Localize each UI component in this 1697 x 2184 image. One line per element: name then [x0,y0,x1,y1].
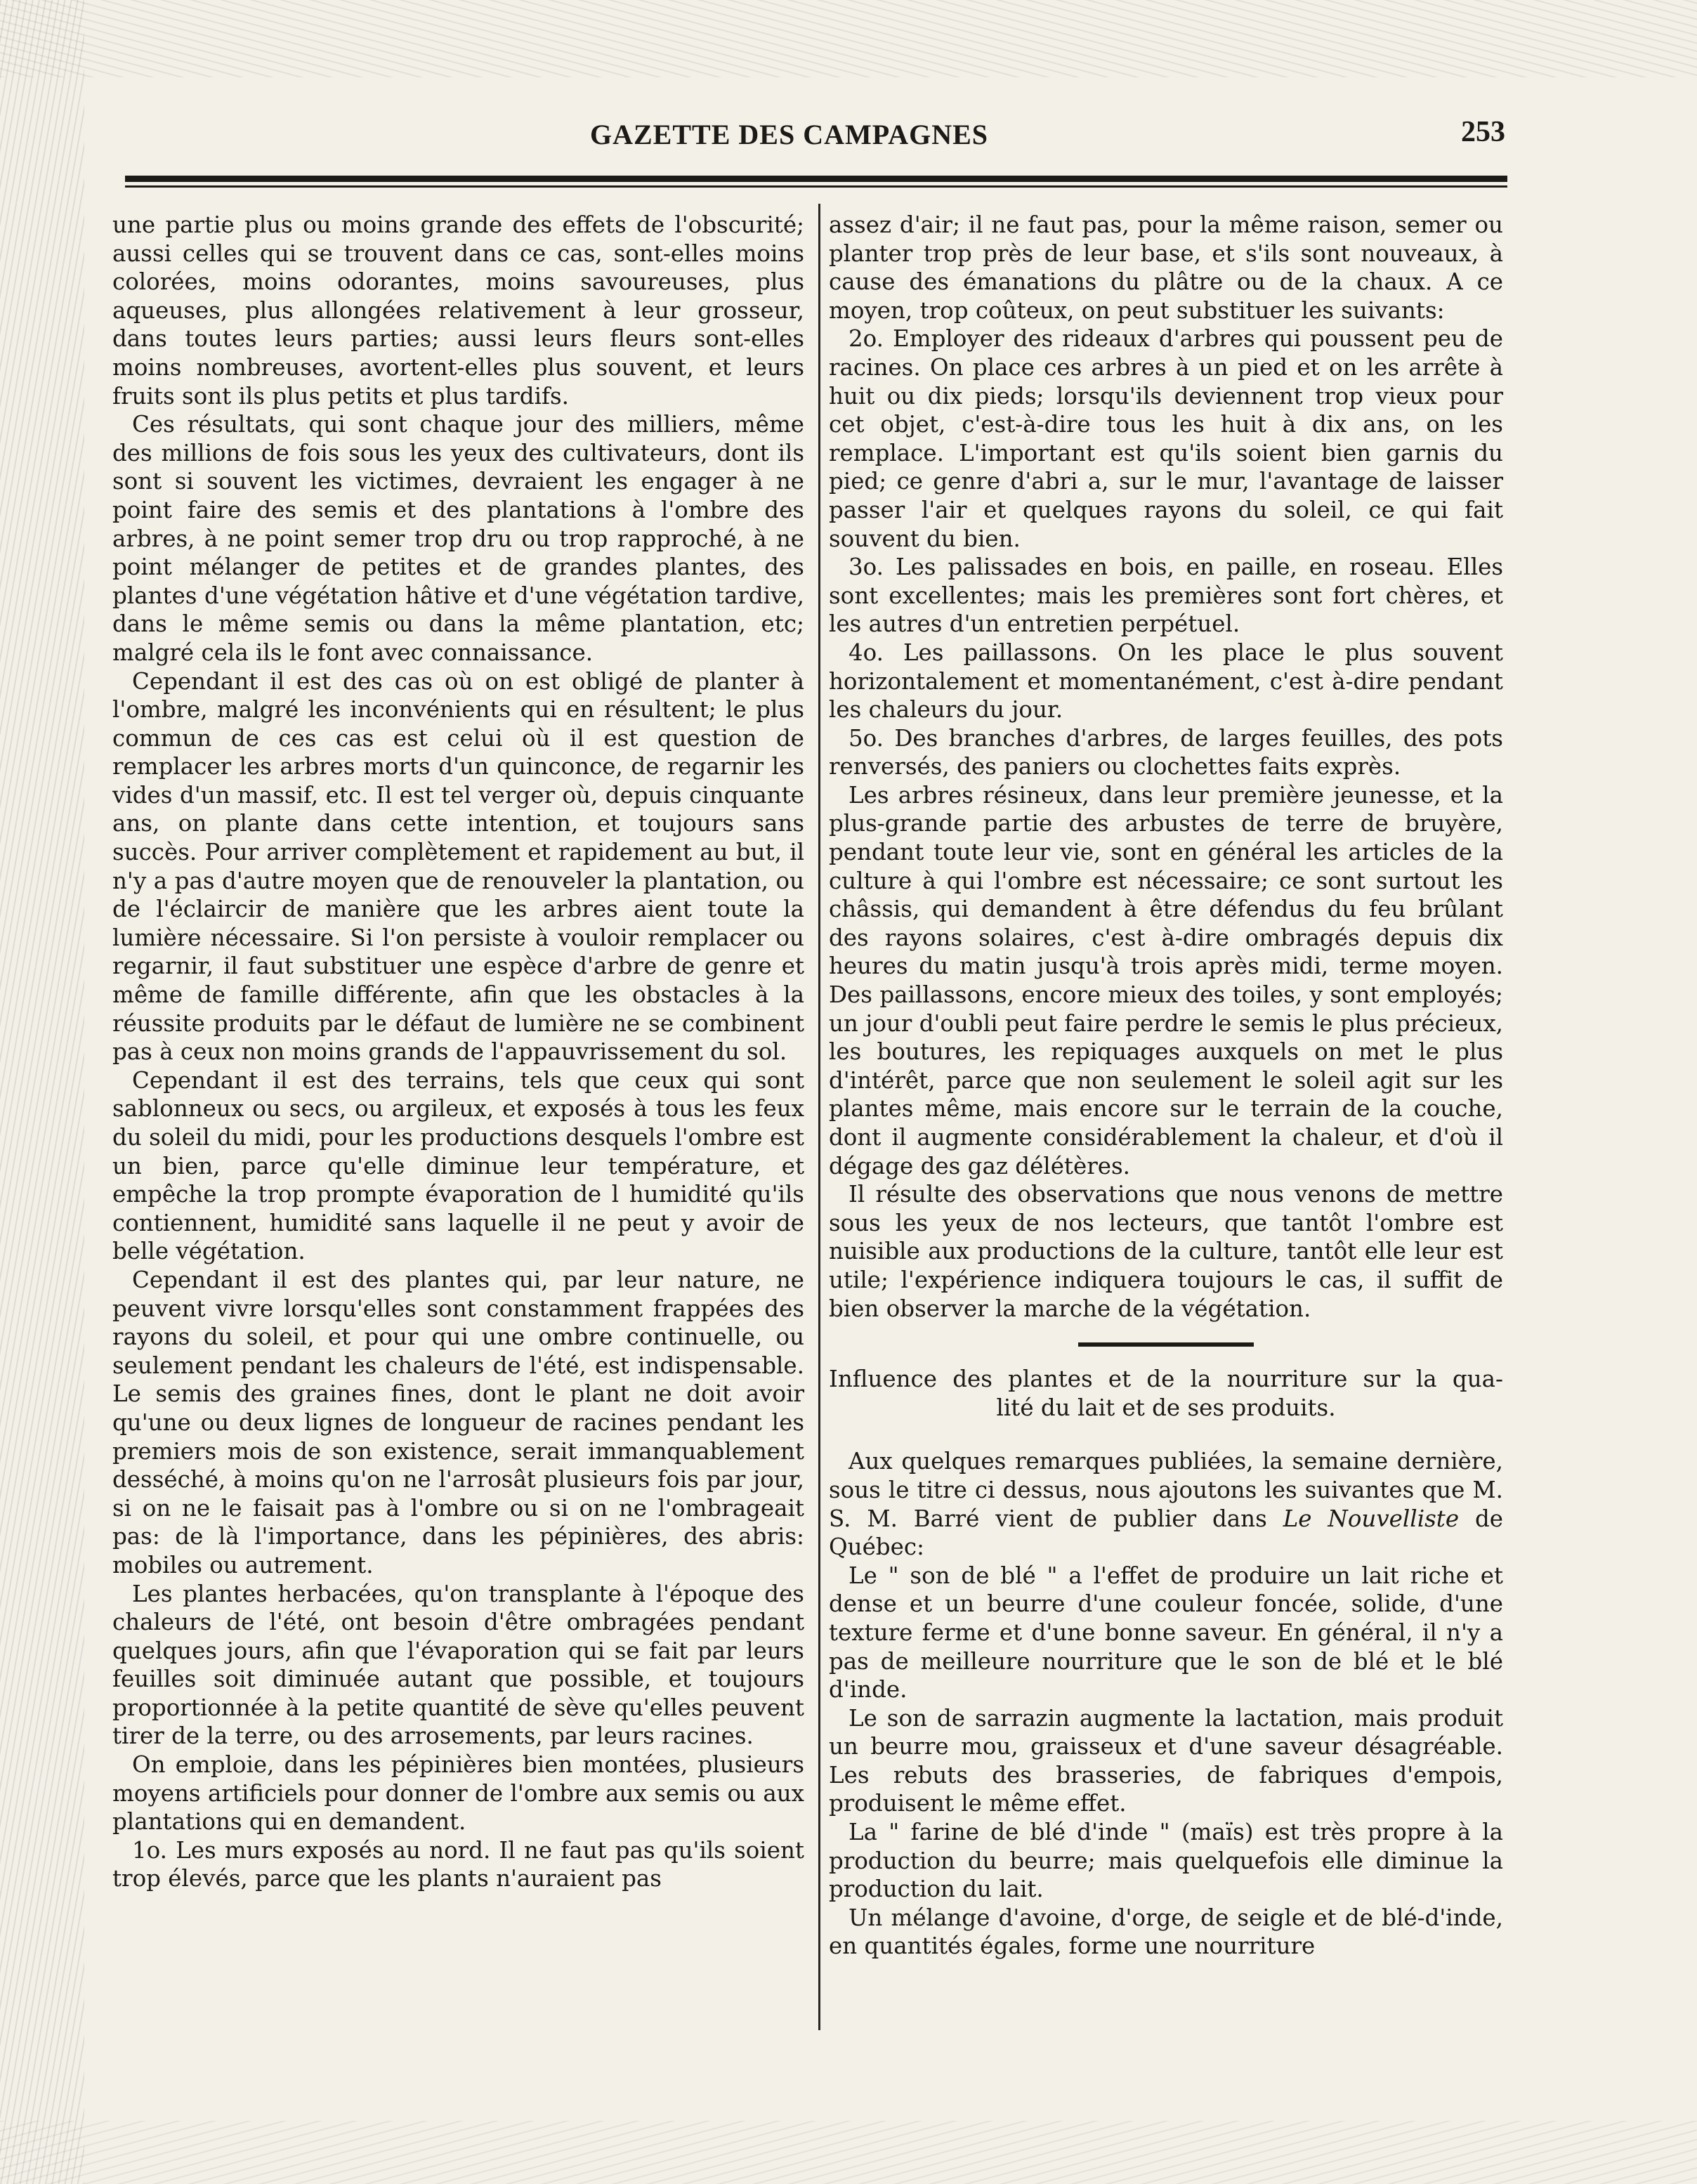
paragraph: 3o. Les palissades en bois, en paille, en roseau. Elles sont excellentes; mais les premières sont fort chères, et les autres d'un entretien perpétuel. [829,554,1503,638]
paragraph: 5o. Des branches d'arbres, de larges feuilles, des pots renversés, des paniers ou clochettes faits exprès. [829,724,1503,780]
paragraph: Ces résultats, qui sont chaque jour des milliers, même des millions de fois sous les yeux des cultivateurs, dont ils sont si souvent les victimes, devraient les engager à ne point faire des semis et des plantations à l'ombre des arbres, à ne point semer trop dru ou trop rapproché, à ne point mélanger de petites et de grandes plantes, des plantes d'une végétation hâtive et d'une végétation tardive, dans le même semis ou dans la même plantation, etc; malgré cela ils le font avec connaissance. [112,411,804,666]
paragraph: Cependant il est des terrains, tels que ceux qui sont sablonneux ou secs, ou argileux, et exposés à tous les feux du soleil du midi, pour les productions desquels l'ombre est un bien, parce qu'elle diminue leur température, et empêche la trop prompte évaporation de l humidité qu'ils contiennent, humidité sans laquelle il ne peut y avoir de belle végétation. [112,1066,804,1265]
header-rule-thin [125,185,1507,188]
page-top-speckle [0,0,1697,77]
article-intro [829,1447,1503,1561]
paragraph: 1o. Les murs exposés au nord. Il ne faut pas qu'ils soient trop élevés, parce que les plants n'auraient pas [112,1836,804,1892]
paragraph: Un mélange d'avoine, d'orge, de seigle et de blé-d'inde, en quantités égales, forme une nourriture [829,1904,1503,1960]
paragraph: Cependant il est des cas où on est obligé de planter à l'ombre, malgré les inconvénients qui en résultent; le plus commun de ces cas est celui où il est question de remplacer les arbres morts d'un quinconce, de regarnir les vides d'un massif, etc. Il est tel verger où, depuis cinquante ans, on plante dans cette intention, et toujours sans succès. Pour arriver complètement et rapidement au but, il n'y a pas d'autre moyen que de renouveler la plantation, ou de l'éclaircir de manière que les arbres aient toute la lumière nécessaire. Si l'on persiste à vouloir remplacer ou regarnir, il faut substituer une espèce d'arbre de genre et même de famille différente, afin que les obstacles à la réussite produits par le défaut de lumière ne se combinent pas à ceux non moins grands de l'appauvrissement du sol. [112,667,804,1066]
paragraph: Les plantes herbacées, qu'on transplante à l'époque des chaleurs de l'été, ont besoin d'être ombragées pendant quelques jours, afin que l'évaporation qui se fait par leurs feuilles soit diminuée autant que possible, et toujours proportionnée à la petite quantité de sève qu'elles peuvent tirer de la terre, ou des arrosements, par leurs racines. [112,1580,804,1750]
intro-text: Aux quelques remarques publiées, la semaine dernière, sous le titre ci dessus, nous ajoutons les suivantes que M. S. M. Barré vient de publier dans [829,1448,1503,1532]
right-column [829,211,1503,1961]
header-rule-thick [125,176,1507,182]
paragraph: assez d'air; il ne faut pas, pour la même raison, semer ou planter trop près de leur base, et s'ils sont nouveaux, à cause des émanations du plâtre ou de la chaux. A ce moyen, trop coûteux, on peut substituer les suivants: [829,211,1503,324]
intro-text-end: de Québec: [829,1505,1503,1561]
paragraph: Il résulte des observations que nous venons de mettre sous les yeux de nos lecteurs, que tantôt l'ombre est nuisible aux productions de la culture, tantôt elle leur est utile; l'expérience indiquera toujours le cas, il suffit de bien observer la marche de la végétation. [829,1181,1503,1322]
page-number: 253 [1461,116,1505,148]
publication-name: Le Nouvelliste [1283,1505,1460,1532]
paragraph: Le " son de blé " a l'effet de produire un lait riche et dense et un beurre d'une couleur foncée, solide, d'une texture ferme et d'une bonne saveur. En général, il n'y a pas de meilleure nourriture que le son de blé et le blé d'inde. [829,1562,1503,1704]
running-head: GAZETTE DES CAMPAGNES [590,119,989,150]
page-edge-speckle [0,0,84,2184]
section-rule [1078,1342,1254,1347]
paragraph: On emploie, dans les pépinières bien montées, plusieurs moyens artificiels pour donner de l'ombre aux semis ou aux plantations qui en demandent. [112,1751,804,1836]
paragraph: La " farine de blé d'inde " (maïs) est très propre à la production du beurre; mais quelquefois elle diminue la production du lait. [829,1819,1503,1903]
article-heading [829,1365,1503,1422]
page-bottom-speckle [0,2121,1697,2184]
article-heading-line: lité du lait et de ses produits. [996,1394,1336,1421]
article-heading-line: Influence des plantes et de la nourriture sur la qua- [829,1366,1503,1393]
paragraph: Les arbres résineux, dans leur première jeunesse, et la plus-grande partie des arbustes de terre de bruyère, pendant toute leur vie, sont en général les articles de la culture à qui l'ombre est nécessaire; ce sont surtout les châssis, qui demandent à être défendus du feu brûlant des rayons solaires, c'est à-dire ombragés depuis dix heures du matin jusqu'à trois après midi, terme moyen. Des paillassons, encore mieux des toiles, y sont employés; un jour d'oubli peut faire perdre le semis le plus précieux, les boutures, les repiquages auxquels on met le plus d'intérêt, parce que non seulement le soleil agit sur les plantes même, mais encore sur le terrain de la couche, dont il augmente considérablement la chaleur, et d'où il dégage des gaz délétères. [829,781,1503,1179]
column-divider [818,204,820,2030]
paragraph: Le son de sarrazin augmente la lactation, mais produit un beurre mou, graisseux et d'une saveur désagréable. Les rebuts des brasseries, de fabriques d'empois, produisent le même effet. [829,1704,1503,1817]
paragraph: 4o. Les paillassons. On les place le plus souvent horizontalement et momentanément, c'est à-dire pendant les chaleurs du jour. [829,639,1503,724]
paragraph: 2o. Employer des rideaux d'arbres qui poussent peu de racines. On place ces arbres à un pied et on les arrête à huit ou dix pieds; lorsqu'ils deviennent trop vieux pour cet objet, c'est-à-dire tous les huit à dix ans, on les remplace. L'important est qu'ils soient bien garnis du pied; ce genre d'abri a, sur le mur, l'avantage de laisser passer l'air et quelques rayons du soleil, ce qui fait souvent du bien. [829,325,1503,552]
paragraph: une partie plus ou moins grande des effets de l'obscurité; aussi celles qui se trouvent dans ce cas, sont-elles moins colorées, moins odorantes, moins savoureuses, plus aqueuses, plus allongées relativement à leur grosseur, dans toutes leurs parties; aussi leurs fleurs sont-elles moins nombreuses, avortent-elles plus souvent, et leurs fruits sont ils plus petits et plus tardifs. [112,211,804,410]
paragraph: Cependant il est des plantes qui, par leur nature, ne peuvent vivre lorsqu'elles sont constamment frappées des rayons du soleil, et pour qui une ombre continuelle, ou seulement pendant les chaleurs de l'été, est indispensable. Le semis des graines fines, dont le plant ne doit avoir qu'une ou deux lignes de longueur de racines pendant les premiers mois de son existence, serait immanquablement desséché, à moins qu'on ne l'arrosât plusieurs fois par jour, si on ne le faisait pas à l'ombre ou si on ne l'ombrageait pas: de là l'importance, dans les pépinières, des abris: mobiles ou autrement. [112,1266,804,1578]
left-column [112,211,804,1893]
